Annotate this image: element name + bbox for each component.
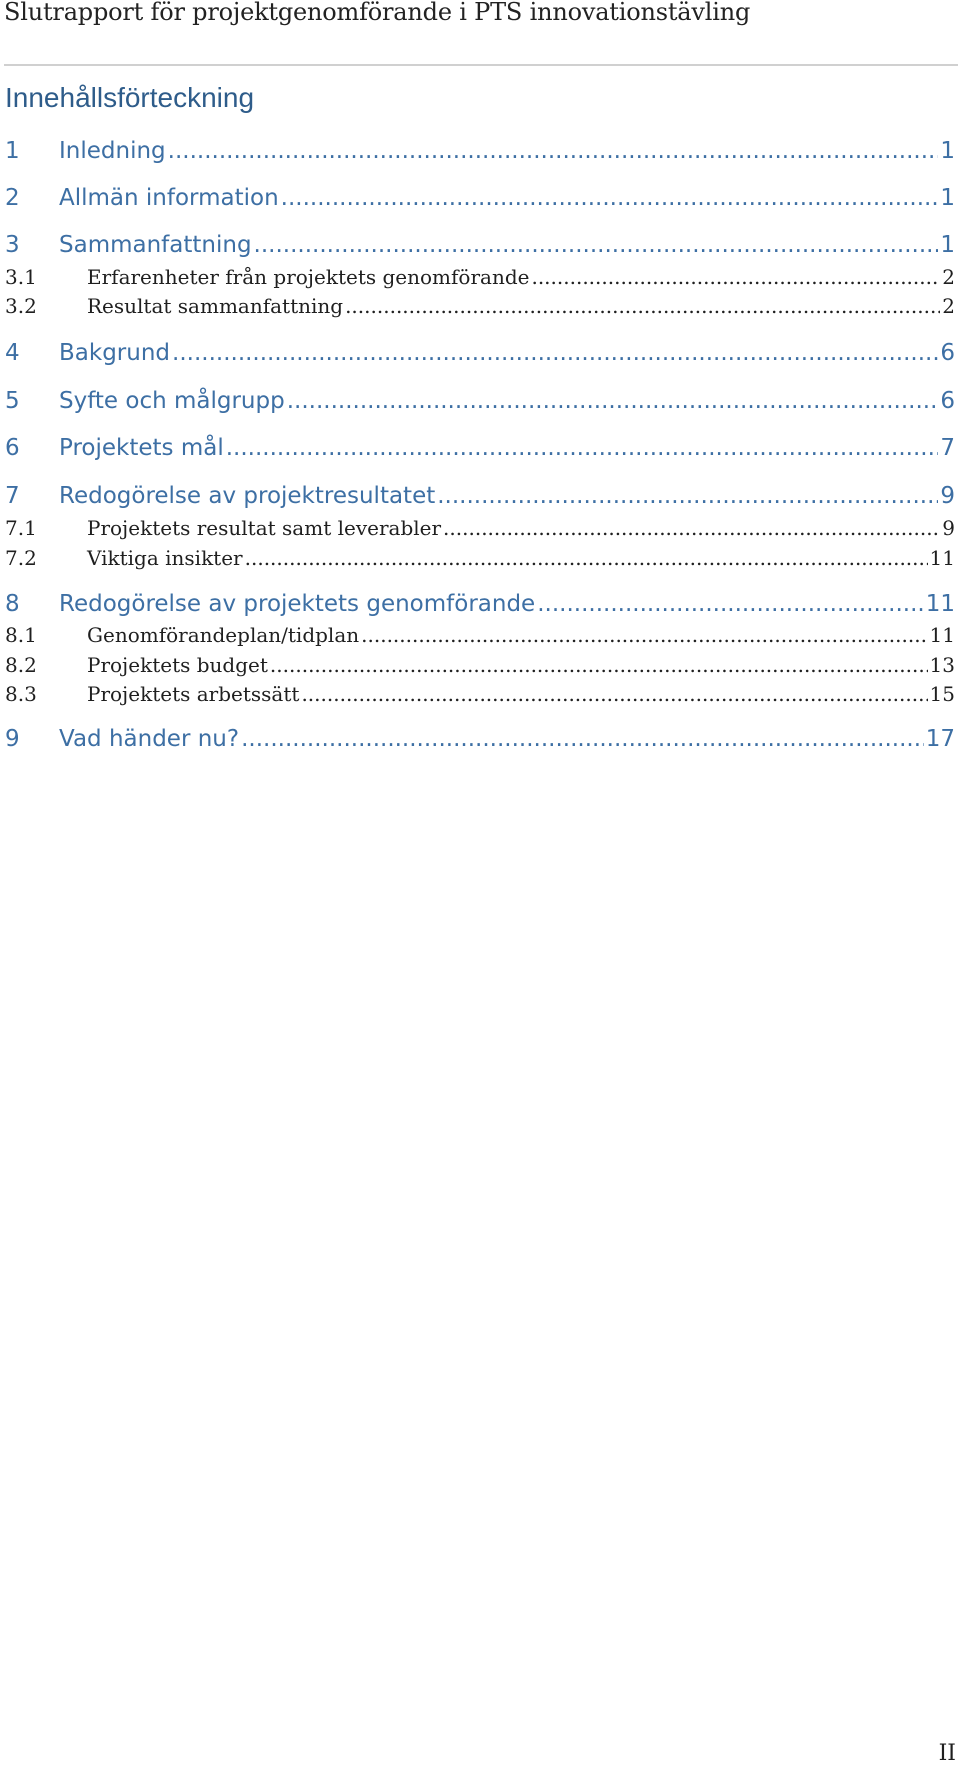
toc-entry-page: 11 (929, 623, 955, 647)
toc-entry-number: 3.1 (5, 265, 37, 289)
toc-entry-8-3[interactable] (5, 682, 955, 708)
toc-leader-dots (245, 546, 928, 570)
toc-entry-8-2[interactable] (5, 653, 955, 679)
toc-leader-dots (345, 294, 940, 318)
toc-leader-dots (168, 138, 939, 164)
toc-entry-4[interactable] (5, 340, 955, 370)
toc-entry-text: Redogörelse av projektets genomförande (59, 591, 536, 617)
header-divider (4, 64, 958, 66)
toc-entry-number: 7.2 (5, 546, 37, 570)
toc-entry-3[interactable] (5, 232, 955, 262)
toc-entry-7-1[interactable] (5, 516, 955, 542)
toc-entry-page: 1 (940, 138, 955, 164)
toc-entry-text: Inledning (59, 138, 166, 164)
toc-entry-page: 9 (940, 483, 955, 509)
toc-entry-page: 11 (929, 546, 955, 570)
toc-entry-8[interactable] (5, 591, 955, 621)
toc-entry-page: 15 (929, 682, 955, 706)
toc-entry-number: 7 (5, 483, 20, 509)
toc-leader-dots (254, 232, 939, 258)
toc-leader-dots (281, 185, 939, 211)
toc-entry-2[interactable] (5, 185, 955, 215)
toc-leader-dots (443, 516, 940, 540)
toc-entry-number: 4 (5, 340, 20, 366)
toc-entry-text: Viktiga insikter (87, 546, 243, 570)
toc-entry-8-1[interactable] (5, 623, 955, 649)
toc-entry-number: 7.1 (5, 516, 37, 540)
toc-entry-number: 8 (5, 591, 20, 617)
toc-leader-dots (287, 388, 939, 414)
toc-entry-page: 1 (940, 232, 955, 258)
toc-entry-page: 9 (942, 516, 955, 540)
toc-entry-6[interactable] (5, 435, 955, 465)
toc-entry-number: 3.2 (5, 294, 37, 318)
document-header: Slutrapport för projektgenomförande i PTS innovationstävling (4, 0, 751, 26)
toc-entry-number: 6 (5, 435, 20, 461)
toc-entry-text: Resultat sammanfattning (87, 294, 344, 318)
toc-entry-number: 8.2 (5, 653, 37, 677)
toc-entry-3-1[interactable] (5, 265, 955, 291)
toc-leader-dots (270, 653, 928, 677)
toc-entry-page: 6 (940, 388, 955, 414)
toc-entry-text: Vad händer nu? (59, 726, 240, 752)
toc-leader-dots (537, 591, 924, 617)
toc-entry-text: Bakgrund (59, 340, 171, 366)
toc-entry-page: 17 (925, 726, 955, 752)
toc-entry-number: 3 (5, 232, 20, 258)
toc-entry-page: 2 (942, 294, 955, 318)
toc-entry-7-2[interactable] (5, 546, 955, 572)
toc-leader-dots (531, 265, 940, 289)
toc-leader-dots (301, 682, 927, 706)
toc-leader-dots (226, 435, 939, 461)
toc-entry-page: 11 (925, 591, 955, 617)
toc-entry-text: Redogörelse av projektresultatet (59, 483, 436, 509)
toc-entry-text: Genomförandeplan/tidplan (87, 623, 360, 647)
toc-entry-page: 2 (942, 265, 955, 289)
toc-entry-number: 2 (5, 185, 20, 211)
toc-entry-7[interactable] (5, 483, 955, 513)
toc-entry-number: 1 (5, 138, 20, 164)
toc-entry-text: Projektets mål (59, 435, 224, 461)
page-number: II (938, 1741, 956, 1766)
toc-entry-page: 7 (940, 435, 955, 461)
toc-entry-3-2[interactable] (5, 294, 955, 320)
toc-leader-dots (172, 340, 938, 366)
toc-entry-number: 8.1 (5, 623, 37, 647)
toc-entry-text: Sammanfattning (59, 232, 252, 258)
toc-entry-number: 5 (5, 388, 20, 414)
toc-entry-page: 13 (929, 653, 955, 677)
toc-entry-5[interactable] (5, 388, 955, 418)
toc-entry-1[interactable] (5, 138, 955, 168)
toc-leader-dots (437, 483, 938, 509)
toc-entry-number: 9 (5, 726, 20, 752)
toc-entry-text: Allmän information (59, 185, 279, 211)
toc-entry-text: Projektets resultat samt leverabler (87, 516, 442, 540)
toc-entry-text: Projektets budget (87, 653, 268, 677)
toc-leader-dots (361, 623, 927, 647)
toc-entry-9[interactable] (5, 726, 955, 756)
toc-entry-page: 6 (940, 340, 955, 366)
toc-entry-page: 1 (940, 185, 955, 211)
toc-leader-dots (241, 726, 924, 752)
toc-entry-text: Syfte och målgrupp (59, 388, 285, 414)
toc-entry-text: Erfarenheter från projektets genomförande (87, 265, 530, 289)
toc-entry-number: 8.3 (5, 682, 37, 706)
toc-entry-text: Projektets arbetssätt (87, 682, 300, 706)
toc-title: Innehållsförteckning (5, 82, 255, 113)
